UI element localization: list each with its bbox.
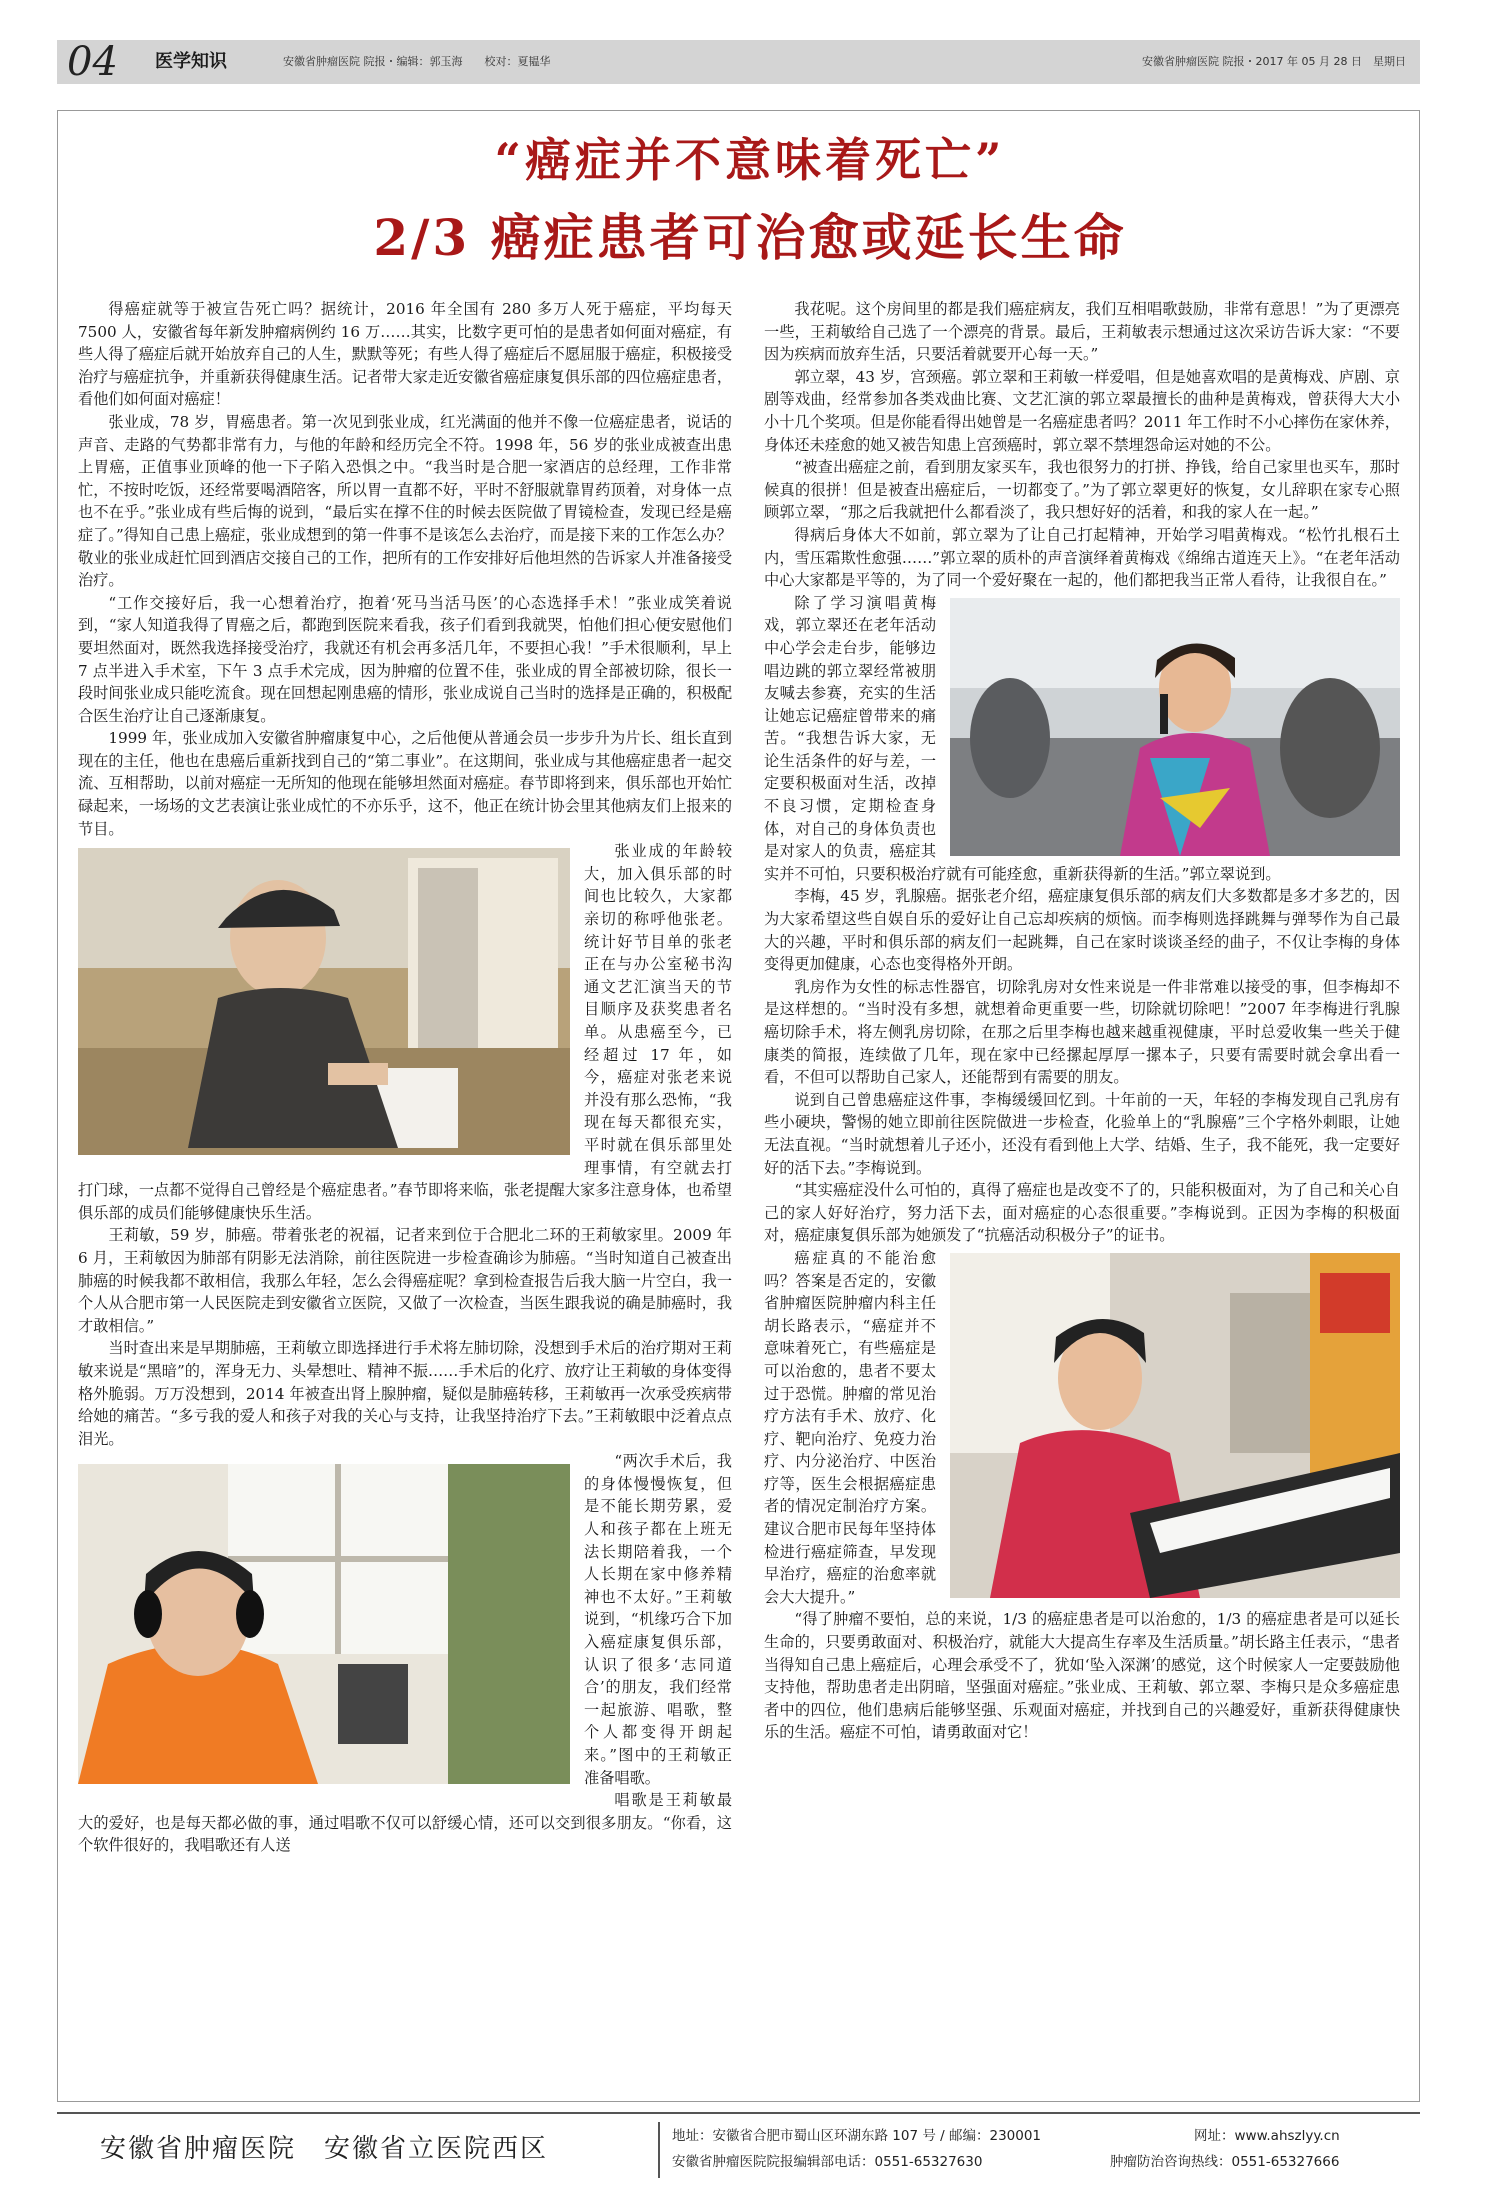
section-title: 医学知识 — [155, 51, 227, 72]
article-column-left — [78, 298, 732, 2083]
page-header — [57, 40, 1420, 84]
paragraph: 郭立翠，43 岁，宫颈癌。郭立翠和王莉敏一样爱唱，但是她喜欢唱的是黄梅戏、庐剧、京剧等戏曲，经常参加各类戏曲比赛、文艺汇演的郭立翠最擅长的曲种是黄梅戏，曾获得大大小小十几个奖项。但是你能看得出她曾是一名癌症患者吗？2011 年工作时不小心摔伤在家休养，身体还未痊愈的她又被告知患上宫颈癌时，郭立翠不禁埋怨命运对她的不公。 — [764, 367, 1400, 454]
headline-line1: “癌症并不意味着死亡” — [494, 133, 1006, 187]
editor-credits: 安徽省肿瘤医院 院报・编辑：郭玉海 校对：夏韫华 — [283, 55, 551, 68]
paragraph: “被查出癌症之前，看到朋友家买车，我也很努力的打拼、挣钱，给自己家里也买车，那时候真的很拼！但是被查出癌症后，一切都变了。”为了郭立翠更好的恢复，女儿辞职在家专心照顾郭立翠，“那之后我就把什么都看淡了，我只想好好的活着，和我的家人在一起。” — [764, 458, 1400, 522]
paragraph: 当时查出来是早期肺癌，王莉敏立即选择进行手术将左肺切除，没想到手术后的治疗期对王莉敏来说是“黑暗”的，浑身无力、头晕想吐、精神不振……手术后的化疗、放疗让王莉敏的身体变得格外脆弱。万万没想到，2014 年被查出肾上腺肿瘤，疑似是肺癌转移，王莉敏再一次承受疾病带给她的痛苦。“多亏我的爱人和孩子对我的关心与支持，让我坚持治疗下去。”王莉敏眼中泛着点点泪光。 — [78, 1339, 732, 1448]
paragraph: 我花呢。这个房间里的都是我们癌症病友，我们互相唱歌鼓励，非常有意思！”为了更漂亮一些，王莉敏给自己选了一个漂亮的背景。最后，王莉敏表示想通过这次采访告诉大家：“不要因为疾病而放弃生活，只要活着就要开心每一天。” — [764, 300, 1400, 364]
footer-separator — [658, 2122, 660, 2178]
hospital-names: 安徽省肿瘤医院 安徽省立医院西区 — [100, 2134, 549, 2164]
paragraph: 唱歌是王莉敏最大的爱好，也是每天都必做的事，通过唱歌不仅可以舒缓心情，还可以交到很多朋友。“你看，这个软件很好的，我唱歌还有人送 — [78, 1791, 732, 1855]
footer-divider — [57, 2112, 1420, 2114]
page-number: 04 — [67, 39, 118, 85]
paragraph: “其实癌症没什么可怕的，真得了癌症也是改变不了的，只能积极面对，为了自己和关心自己的家人好好治疗，努力活下去，面对癌症的心态很重要。”李梅说到。正因为李梅的积极面对，癌症康复俱乐部为她颁发了“抗癌活动积极分子”的证书。 — [764, 1181, 1400, 1245]
footer-hotline: 肿瘤防治咨询热线：0551-65327666 — [1110, 2154, 1340, 2170]
photo-zhang-yecheng — [78, 848, 570, 1155]
paragraph: “两次手术后，我的身体慢慢恢复，但是不能长期劳累，爱人和孩子都在上班无法长期陪着我，一个人长期在家中修养精神也不太好。”王莉敏说到，“机缘巧合下加入癌症康复俱乐部，认识了很多‘志同道合’的朋友，我们经常一起旅游、唱歌，整个人都变得开朗起来。”图中的王莉敏正准备唱歌。 — [584, 1452, 732, 1787]
paragraph: 1999 年，张业成加入安徽省肿瘤康复中心，之后他便从普通会员一步步升为片长、组长直到现在的主任，他也在患癌后重新找到自己的“第二事业”。在这期间，张业成与其他癌症患者一起交流、互相帮助，以前对癌症一无所知的他现在能够坦然面对癌症。春节即将到来，俱乐部也开始忙碌起来，一场场的文艺表演让张业成忙的不亦乐乎，这不，他正在统计协会里其他病友们上报来的节目。 — [78, 729, 732, 838]
paragraph: 得病后身体大不如前，郭立翠为了让自己打起精神，开始学习唱黄梅戏。“松竹扎根石土内，雪压霜欺性愈强……”郭立翠的质朴的声音演绎着黄梅戏《绵绵古道连天上》。“在老年活动中心大家都是平等的，为了同一个爱好聚在一起的，他们都把我当正常人看待，让我很自在。” — [764, 525, 1400, 590]
paragraph: 得癌症就等于被宣告死亡吗？据统计，2016 年全国有 280 多万人死于癌症，平均每天 7500 人，安徽省每年新发肿瘤病例约 16 万……其实，比数字更可怕的是患者如何面对癌症，有些人得了癌症后就开始放弃自己的人生，默默等死；有些人得了癌症后不愿屈服于癌症，积极接受治疗与癌症抗争，并重新获得健康生活。记者带大家走近安徽省癌症康复俱乐部的四位癌症患者，看他们如何面对癌症！ — [78, 300, 732, 409]
paragraph: 张业成的年龄较大，加入俱乐部的时间也比较久，大家都亲切的称呼他张老。统计好节目单的张老正在与办公室秘书沟通文艺汇演当天的节目顺序及获奖患者名单。从患癌至今，已经超过 17 年，如今，癌症对张老来说并没有那么恐怖，“我现在每天都很充实，平时就在俱乐部里处理事情，有空就去打打门球，一点都不觉得自己曾经是个癌症患者。”春节即将来临，张老提醒大家多注意身体，也希望俱乐部的成员们能够健康快乐生活。 — [78, 842, 732, 1222]
paragraph: 乳房作为女性的标志性器官，切除乳房对女性来说是一件非常难以接受的事，但李梅却不是这样想的。“当时没有多想，就想着命更重要一些，切除就切除吧！”2007 年李梅进行乳腺癌切除手术，将左侧乳房切除，在那之后里李梅也越来越重视健康，平时总爱收集一些关于健康类的简报，连续做了几年，现在家中已经摞起厚厚一摞本子，只要有需要时就会拿出看一看，不但可以帮助自己家人，还能帮到有需要的朋友。 — [764, 977, 1400, 1087]
paragraph: “工作交接好后，我一心想着治疗，抱着‘死马当活马医’的心态选择手术！”张业成笑着说到，“家人知道我得了胃癌之后，都跑到医院来看我，孩子们看到我就哭，怕他们担心便安慰他们要坦然面对，既然我选择接受治疗，我就还有机会再多活几年，不要担心我！”手术很顺利，早上 7 点半进入手术室，下午 3 点手术完成，因为肿瘤的位置不佳，张业成的胃全部被切除，很长一段时间张业成只能吃流食。现在回想起刚患癌的情形，张业成说自己当时的选择是正确的，积极配合医生治疗让自己逐渐康复。 — [78, 593, 732, 725]
paragraph: 张业成，78 岁，胃癌患者。第一次见到张业成，红光满面的他并不像一位癌症患者，说话的声音、走路的气势都非常有力，与他的年龄和经历完全不符。1998 年，56 岁的张业成被查出患上胃癌，正值事业顶峰的他一下子陷入恐惧之中。“我当时是合肥一家酒店的总经理，工作非常忙，不按时吃饭，还经常要喝酒陪客，所以胃一直都不好，平时不舒服就靠胃药顶着，对身体一点也不在乎。”张业成有些后悔的说到，“最后实在撑不住的时候去医院做了胃镜检查，发现已经是癌症了。”得知自己患上癌症，张业成想到的第一件事不是该怎么去治疗，而是接下来的工作怎么办？敬业的张业成赶忙回到酒店交接自己的工作，把所有的工作安排好后他坦然的告诉家人并准备接受治疗。 — [78, 412, 732, 590]
headline-line2: 2/3 癌症患者可治愈或延长生命 — [373, 208, 1127, 267]
paragraph: 王莉敏，59 岁，肺癌。带着张老的祝福，记者来到位于合肥北二环的王莉敏家里。2009 年 6 月，王莉敏因为肺部有阴影无法消除，前往医院进一步检查确诊为肺癌。“当时知道自己被查出肺癌的时候我都不敢相信，我那么年轻，怎么会得癌症呢？拿到检查报告后我大脑一片空白，我一个人从合肥市第一人民医院走到安徽省立医院，又做了一次检查，当医生跟我说的确是肺癌时，我才敢相信。” — [78, 1226, 732, 1335]
photo-guo-licui — [950, 598, 1400, 856]
paragraph: 说到自己曾患癌症这件事，李梅缓缓回忆到。十年前的一天，年轻的李梅发现自己乳房有些小硬块，警惕的她立即前往医院做进一步检查，化验单上的“乳腺癌”三个字格外刺眼，让她无法直视。“当时就想着儿子还小，还没有看到他上大学、结婚、生子，我不能死，我一定要好好的活下去。”李梅说到。 — [764, 1090, 1400, 1177]
article-column-right — [764, 298, 1400, 2083]
issue-date: 安徽省肿瘤医院 院报・2017 年 05 月 28 日 星期日 — [1142, 55, 1406, 68]
paragraph: 除了学习演唱黄梅戏，郭立翠还在老年活动中心学会走台步，能够边唱边跳的郭立翠经常被朋友喊去参赛，充实的生活让她忘记癌症曾带来的痛苦。“我想告诉大家，无论生活条件的好与差，一定要积极面对生活，改掉不良习惯，定期检查身体，对自己的身体负责也是对家人的负责，癌症其实并不可怕，只要积极治疗就有可能痊愈，重新获得新的生活。”郭立翠说到。 — [764, 593, 1281, 883]
paragraph: 李梅，45 岁，乳腺癌。据张老介绍，癌症康复俱乐部的病友们大多数都是多才多艺的，因为大家希望这些自娱自乐的爱好让自己忘却疾病的烦恼。而李梅则选择跳舞与弹琴作为自己最大的兴趣，平时和俱乐部的病友们一起跳舞，自己在家时谈谈圣经的曲子，不仅让李梅的身体变得更加健康，心态也变得格外开朗。 — [764, 887, 1400, 974]
paragraph: “得了肿瘤不要怕，总的来说，1/3 的癌症患者是可以治愈的，1/3 的癌症患者是可以延长生命的，只要勇敢面对、积极治疗，就能大大提高生存率及生活质量。”胡长路主任表示，“患者当得知自己患上癌症后，心理会承受不了，犹如‘坠入深渊’的感觉，这个时候家人一定要鼓励他支持他，帮助患者走出阴暗，坚强面对癌症。”张业成、王莉敏、郭立翠、李梅只是众多癌症患者中的四位，他们患病后能够坚强、乐观面对癌症，并找到自己的兴趣爱好，重新获得健康快乐的生活。癌症不可怕，请勇敢面对它！ — [764, 1610, 1400, 1742]
footer-editorial-phone: 安徽省肿瘤医院院报编辑部电话：0551-65327630 — [672, 2154, 983, 2170]
footer-website[interactable]: 网址：www.ahszlyy.cn — [1194, 2128, 1340, 2144]
photo-li-mei — [950, 1253, 1400, 1598]
paragraph: 癌症真的不能治愈吗？答案是否定的，安徽省肿瘤医院肿瘤内科主任胡长路表示，“癌症并不意味着死亡，有些癌症是可以治愈的，患者不要太过于恐慌。肿瘤的常见治疗方法有手术、放疗、化疗、靶向治疗、免疫力治疗、内分泌治疗、中医治疗等，医生会根据癌症患者的情况定制治疗方案。建议合肥市民每年坚持体检进行癌症筛查，早发现早治疗，癌症的治愈率就会大大提升。” — [764, 1248, 936, 1606]
footer-address: 地址：安徽省合肥市蜀山区环湖东路 107 号 / 邮编：230001 — [672, 2128, 1042, 2144]
photo-wang-limin — [78, 1464, 570, 1784]
